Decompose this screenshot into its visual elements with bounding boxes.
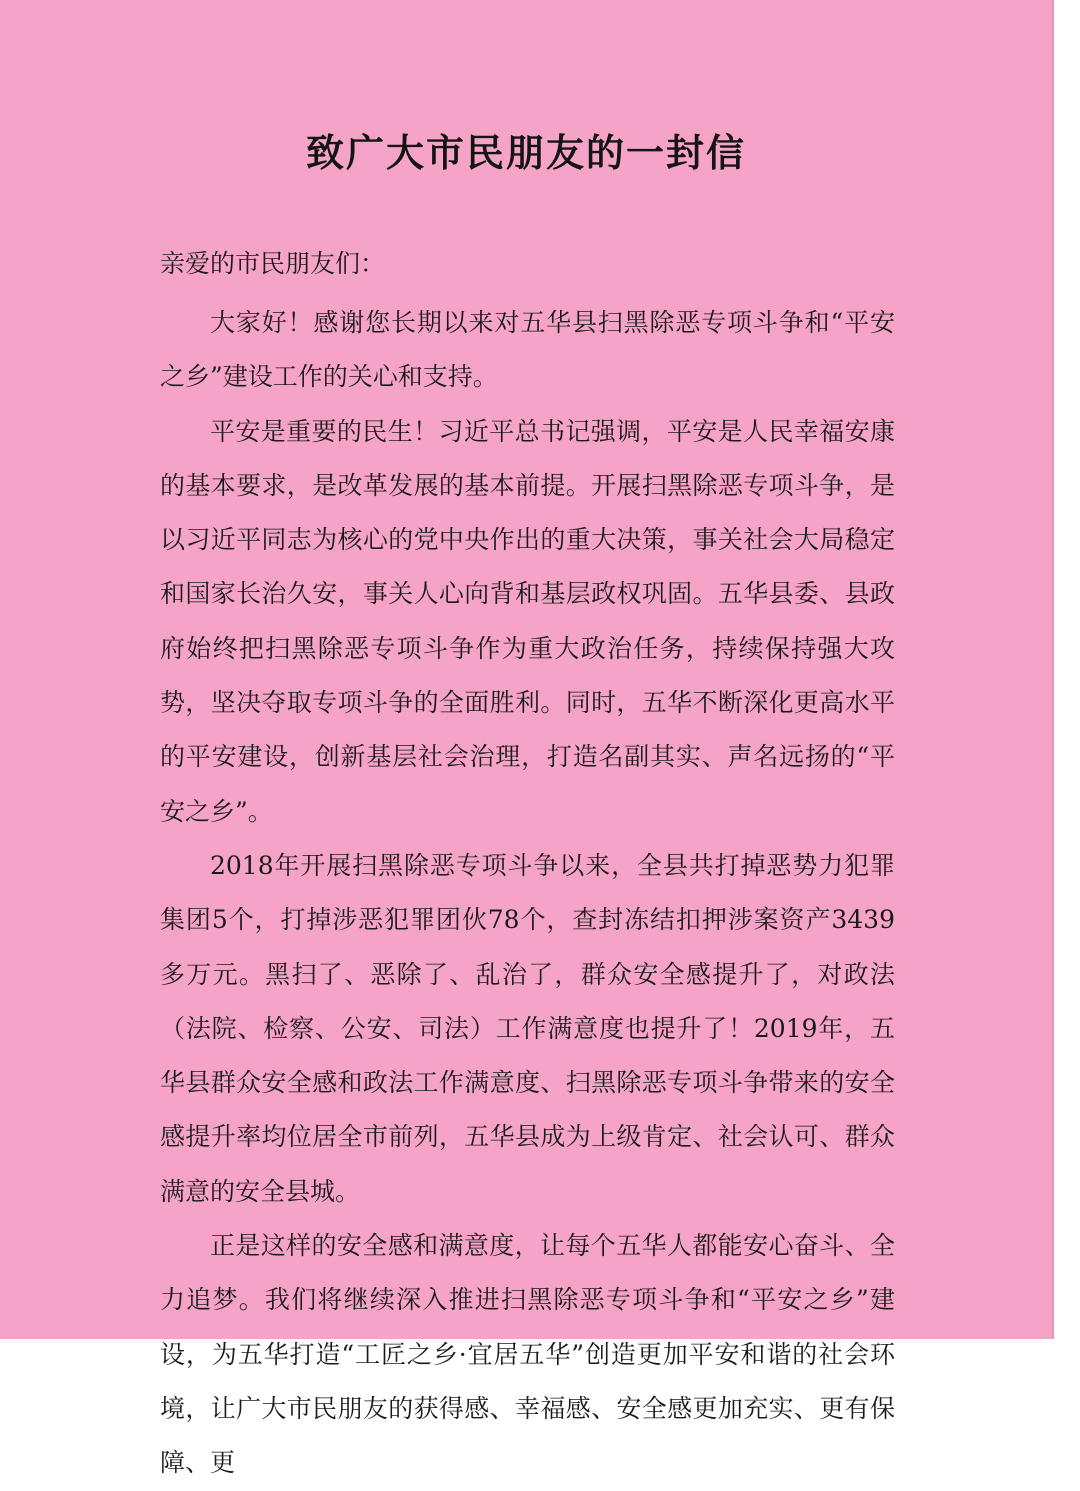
paragraph-commitment: 正是这样的安全感和满意度，让每个五华人都能安心奋斗、全力追梦。我们将继续深入推进扫黑除恶专项斗争和“平安之乡”建设，为五华打造“工匠之乡·宜居五华”创造更加平安和谐的社会环境，让广大市民朋友的获得感、幸福感、安全感更加充实、更有保障、更 [160,1231,895,1478]
paragraph-results: 2018年开展扫黑除恶专项斗争以来，全县共打掉恶势力犯罪集团5个，打掉涉恶犯罪团伙78个，查封冻结扣押涉案资产3439多万元。黑扫了、恶除了、乱治了，群众安全感提升了，对政法（法院、检察、公安、司法）工作满意度也提升了！2019年，五华县群众安全感和政法工作满意度、扫黑除恶专项斗争带来的安全感提升率均位居全市前列，五华县成为上级肯定、社会认可、群众满意的安全县城。 [160,850,895,1206]
letter-body [160,296,895,1491]
letter-salutation: 亲爱的市民朋友们： [160,249,386,278]
paragraph-safety: 平安是重要的民生！习近平总书记强调，平安是人民幸福安康的基本要求，是改革发展的基本前提。开展扫黑除恶专项斗争，是以习近平同志为核心的党中央作出的重大决策，事关社会大局稳定和国家长治久安，事关人心向背和基层政权巩固。五华县委、县政府始终把扫黑除恶专项斗争作为重大政治任务，持续保持强大攻势，坚决夺取专项斗争的全面胜利。同时，五华不断深化更高水平的平安建设，创新基层社会治理，打造名副其实、声名远扬的“平安之乡”。 [160,416,895,826]
paragraph-greeting: 大家好！感谢您长期以来对五华县扫黑除恶专项斗争和“平安之乡”建设工作的关心和支持。 [160,308,895,392]
letter-title: 致广大市民朋友的一封信 [305,131,746,175]
